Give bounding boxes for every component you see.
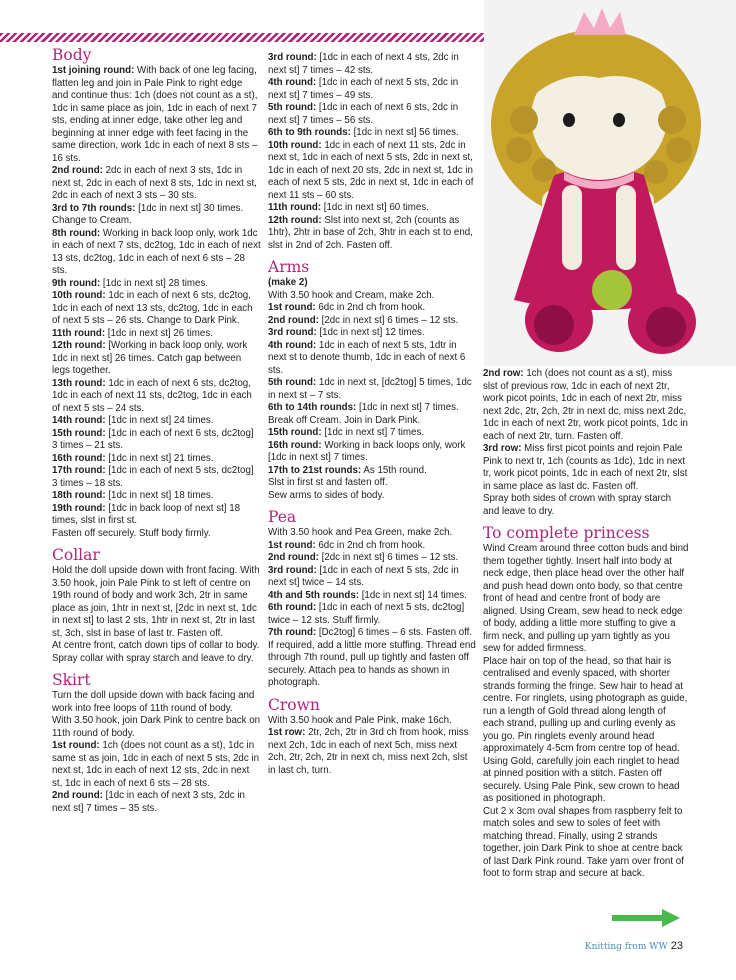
arms-paragraph: [268, 327, 476, 340]
skirt-heading: Skirt: [52, 671, 91, 689]
instruction-text: Wind Cream around three cotton buds and bind them together tightly. Insert half into body at neck edge, then place head over the other half and push head down onto body, so that centre front of head and centre front of body are aligned. Using Cream, sew head to neck edge of body, adding a little more stuffing to give a firm neck, and pulling up yarn tightly as you sew for added firmness.: [483, 543, 689, 654]
body-heading: Body: [52, 46, 92, 64]
round-label: 12th round:: [52, 340, 106, 351]
instruction-text: As 15th round.: [361, 464, 427, 476]
instruction-text: [2dc in next st] 6 times – 12 sts.: [318, 552, 459, 563]
instruction-text: [1dc in next st] 21 times.: [105, 452, 214, 464]
round-label: 6th to 9th rounds:: [268, 127, 351, 138]
instruction-text: [1dc in next st] 26 times.: [105, 327, 213, 339]
arms-paragraph: [268, 302, 476, 315]
round-label: 17th to 21st rounds:: [268, 464, 362, 476]
round-label: 10th round:: [268, 139, 322, 151]
instruction-text: [Dc2tog] 6 times – 6 sts. Fasten off.: [316, 627, 473, 638]
instruction-text: [1dc in next st] 24 times.: [105, 415, 214, 426]
instruction-text: Cut 2 x 3cm oval shapes from raspberry felt to match soles and sew to soles of feet with matching thread. Finally, using 2 strands together, join Dark Pink to shoe at centre back of last Dark Pink round. Take yarn over front of foot to form strap and secure at back.: [483, 805, 684, 879]
body-paragraph: [52, 465, 261, 490]
skirt-paragraph: [268, 77, 476, 102]
round-label: 18th round:: [52, 490, 106, 501]
instruction-text: 1ch (does not count as a st), miss slst of previous row, 1dc in each of next 2tr, work picot points, 1dc in each of next 2tr, miss next 2dc, 2tr, 2ch, 2tr in next dc, miss next 2dc, 1dc in each of next 2tr, work picot points, 1dc in each of next 2tr, turn. Fasten off.: [483, 368, 688, 442]
column-right: [483, 368, 689, 928]
round-label: 7th round:: [268, 627, 317, 638]
instruction-text: With 3.50 hook, join Dark Pink to centre back on 11th round of body.: [52, 715, 261, 739]
round-label: 5th round:: [268, 102, 317, 113]
arms-paragraph: [268, 490, 476, 503]
instruction-text: [Working in back loop only, work 1dc in next st] 26 times. Catch gap between legs together.: [52, 340, 248, 376]
skirt-paragraph: [52, 690, 261, 715]
skirt-paragraph: [268, 102, 476, 127]
round-label: 2nd row:: [483, 368, 524, 379]
round-label: 3rd round:: [268, 327, 317, 338]
instruction-text: [1dc in each of next 5 sts, 2dc in next st] twice – 14 sts.: [268, 564, 459, 588]
crown-paragraph: [483, 368, 689, 443]
column-middle: [268, 52, 476, 932]
instruction-text: [1dc in next st] 12 times.: [316, 327, 425, 338]
instruction-text: [1dc in next st] 60 times.: [321, 202, 429, 213]
body-paragraph: [52, 290, 261, 328]
crown-paragraph: [483, 443, 689, 493]
arrow-right-icon: [612, 908, 680, 928]
pea-paragraph: [268, 590, 476, 603]
arms-paragraph: [268, 315, 476, 328]
crown-heading: Crown: [268, 695, 320, 714]
instruction-text: At centre front, catch down tips of collar to body. Spray collar with spray starch and leave to dry.: [52, 640, 260, 664]
instruction-text: 1dc in each of next 11 sts, 2dc in next st, 1dc in each of next 5 sts, 2dc in next st, 1dc in each of next 20 sts, 2dc in next st, 1dc in each of next 5 sts, 2dc in next st, 1dc in each of next 11 sts – 60 sts.: [268, 139, 474, 201]
instruction-text: Spray both sides of crown with spray starch and leave to dry.: [483, 493, 672, 517]
instruction-text: [1dc in each of next 4 sts, 2dc in next st] 7 times – 42 sts.: [268, 52, 459, 76]
round-label: 3rd round:: [268, 52, 317, 63]
instruction-text: [1dc in each of next 6 sts, dc2tog] 3 times – 21 sts.: [52, 427, 254, 451]
pea-paragraph: [268, 527, 476, 540]
instruction-text: 1dc in each of next 5 sts, 1dtr in next st to denote thumb, 1dc in each of next 6 sts.: [268, 339, 466, 376]
body-paragraph: [52, 203, 261, 228]
skirt-paragraph: [268, 127, 476, 140]
instruction-text: With back of one leg facing, flatten leg and join in Pale Pink to right edge and continue thus: 1ch (does not count as a st), 1dc in same place as join, 1dc in each of next 7 sts, ending at inner edge, take other leg and beginning at inner edge with feet facing in the same direction, work 1dc in each of next 8 sts – 16 sts.: [52, 65, 258, 164]
instruction-text: With 3.50 hook and Pale Pink, make 16ch.: [268, 714, 452, 726]
round-label: 16th round:: [52, 452, 106, 464]
pea-heading: Pea: [268, 508, 297, 526]
skirt-paragraph: [268, 202, 476, 215]
instruction-text: 6dc in 2nd ch from hook.: [315, 539, 426, 551]
body-paragraph: [52, 340, 261, 378]
arms-paragraph: [268, 377, 476, 402]
round-label: 11th round:: [52, 327, 106, 339]
crown-paragraph: [268, 715, 476, 728]
round-label: 2nd round:: [268, 552, 319, 563]
round-label: 4th round:: [268, 339, 317, 351]
instruction-text: 1dc in each of next 6 sts, dc2tog, 1dc in each of next 11 sts, dc2tog, 1dc in each of next 5 sts – 24 sts.: [52, 377, 252, 414]
pea-paragraph: [268, 640, 476, 690]
round-label: 5th round:: [268, 377, 317, 388]
round-label: 3rd round:: [268, 564, 317, 576]
round-label: 12th round:: [268, 214, 322, 226]
collar-paragraph: [52, 565, 261, 640]
instruction-text: With 3.50 hook and Cream, make 2ch.: [268, 289, 435, 301]
pea-paragraph: [268, 627, 476, 640]
arms-paragraph: [268, 290, 476, 303]
body-paragraph: [52, 415, 261, 428]
instruction-text: [1dc in each of next 5 sts, dc2tog] twice – 12 sts. Stuff firmly.: [268, 602, 465, 626]
instruction-text: Working in back loops only, work [1dc in next st] 7 times.: [268, 439, 466, 463]
round-label: 4th round:: [268, 77, 317, 88]
round-label: 3rd row:: [483, 443, 522, 454]
round-label: 4th and 5th rounds:: [268, 589, 359, 601]
instruction-text: Fasten off securely. Stuff body firmly.: [52, 527, 211, 539]
instruction-text: [1dc in next st] 7 times.: [321, 427, 425, 438]
instruction-text: [2dc in next st] 6 times – 12 sts.: [318, 314, 459, 326]
pea-paragraph: [268, 552, 476, 565]
round-label: 10th round:: [52, 290, 106, 301]
instruction-text: [1dc in next st] 7 times. Break off Cream. Join in Dark Pink.: [268, 402, 459, 426]
instruction-text: 2dc in each of next 3 sts, 1dc in next st, 2dc in each of next 8 sts, 1dc in next st, 2dc in each of next 3 sts – 30 sts.: [52, 165, 257, 201]
instruction-text: 1ch (does not count as a st), 1dc in same st as join, 1dc in each of next 5 sts, 2dc in next st, 1dc in each of next 12 sts, 2dc in next st, 1dc in each of next 6 sts – 28 sts.: [52, 740, 260, 789]
round-label: 6th to 14th rounds:: [268, 402, 357, 413]
instruction-text: 6dc in 2nd ch from hook.: [315, 302, 426, 313]
skirt-paragraph: [52, 790, 261, 815]
round-label: 9th round:: [52, 277, 101, 289]
round-label: 1st round:: [268, 539, 316, 551]
body-paragraph: [52, 228, 261, 278]
round-label: 15th round:: [268, 427, 322, 438]
instruction-text: [1dc in each of next 5 sts, dc2tog] 3 times – 18 sts.: [52, 465, 254, 489]
instruction-text: [1dc in each of next 3 sts, 2dc in next st] 7 times – 35 sts.: [52, 790, 245, 814]
instruction-text: Turn the doll upside down with back facing and work into free loops of 11th round of body.: [52, 690, 255, 714]
instruction-text: [1dc in next st] 30 times. Change to Cream.: [52, 202, 244, 226]
arms-paragraph: [268, 277, 476, 290]
collar-heading: Collar: [52, 546, 100, 564]
round-label: (make 2): [268, 277, 308, 288]
body-paragraph: [52, 503, 261, 528]
skirt-paragraph: [268, 140, 476, 203]
arms-paragraph: [268, 465, 476, 478]
round-label: 2nd round:: [268, 314, 319, 326]
instruction-text: Sew arms to sides of body.: [268, 489, 385, 501]
round-label: 17th round:: [52, 465, 106, 476]
body-paragraph: [52, 165, 261, 203]
instruction-text: [1dc in next st] 18 times.: [105, 490, 214, 501]
instruction-text: [1dc in each of next 5 sts, 2dc in next st] 7 times – 49 sts.: [268, 77, 459, 101]
instruction-text: Hold the doll upside down with front facing. With 3.50 hook, join Pale Pink to st left of centre on 19th round of body and work 3ch, 2tr in same place as join, 1htr in next st, [2dc in next st, 1dc in next st] to last 2 sts, 1htr in next st, 2tr in last st, 3ch, slst in base of last tr. Fasten off.: [52, 565, 260, 639]
skirt-paragraph: [268, 215, 476, 253]
body-paragraph: [52, 278, 261, 291]
instruction-text: Miss first picot points and rejoin Pale Pink to next tr, 1ch (counts as 1dc), 1dc in next tr, work picot points, 1dc in each of next 2tr, slst in same place as last dc. Fasten off.: [483, 443, 688, 492]
skirt-paragraph: [52, 715, 261, 740]
arms-paragraph: [268, 427, 476, 440]
pea-paragraph: [268, 540, 476, 553]
round-label: 2nd round:: [52, 165, 103, 176]
body-paragraph: [52, 528, 261, 541]
instruction-text: Slst into next st, 2ch (counts as 1htr), 2htr in base of 2ch, 3htr in each st to end, slst in 2nd of 2ch. Fasten off.: [268, 214, 473, 251]
pea-paragraph: [268, 565, 476, 590]
instruction-text: With 3.50 hook and Pea Green, make 2ch.: [268, 527, 453, 538]
princess-paragraph: [483, 806, 689, 881]
crown-paragraph: [483, 493, 689, 518]
round-label: 19th round:: [52, 502, 106, 514]
column-left: [52, 46, 261, 926]
instruction-text: [1dc in back loop of next st] 18 times, slst in first st.: [52, 502, 241, 526]
crown-paragraph: [268, 727, 476, 777]
doll-photo: [484, 0, 736, 366]
body-paragraph: [52, 328, 261, 341]
page-number: 23: [670, 940, 683, 952]
body-paragraph: [52, 428, 261, 453]
magazine-name: Knitting from WW: [584, 942, 668, 952]
round-label: 1st row:: [268, 727, 306, 738]
instruction-text: [1dc in next st] 14 times.: [359, 589, 467, 601]
round-label: 13th round:: [52, 377, 106, 389]
round-label: 1st round:: [52, 740, 100, 751]
princess-heading: To complete princess: [483, 524, 650, 542]
instruction-text: 1dc in next st, [dc2tog] 5 times, 1dc in next st – 7 sts.: [268, 377, 472, 401]
round-label: 15th round:: [52, 427, 106, 439]
pea-paragraph: [268, 602, 476, 627]
skirt-paragraph: [52, 740, 261, 790]
instruction-text: 1dc in each of next 6 sts, dc2tog, 1dc in each of next 13 sts, dc2tog, 1dc in each of next 5 sts – 26 sts. Change to Dark Pink.: [52, 290, 253, 326]
instruction-text: [1dc in each of next 6 sts, 2dc in next st] 7 times – 56 sts.: [268, 102, 459, 126]
instruction-text: [1dc in next st] 28 times.: [100, 277, 209, 289]
round-label: 6th round:: [268, 602, 317, 613]
body-paragraph: [52, 378, 261, 416]
page-footer: [585, 940, 683, 952]
princess-paragraph: [483, 656, 689, 806]
round-label: 8th round:: [52, 227, 101, 239]
round-label: 14th round:: [52, 415, 106, 426]
arms-paragraph: [268, 440, 476, 465]
round-label: 11th round:: [268, 202, 322, 213]
arms-heading: Arms: [268, 258, 310, 276]
instruction-text: Slst in first st and fasten off.: [268, 477, 388, 488]
decorative-stripe: [0, 33, 484, 42]
instruction-text: 2tr, 2ch, 2tr in 3rd ch from hook, miss next 2ch, 1dc in each of next 5ch, miss next 2ch, 2tr, 2ch, 2tr in next ch, miss next 2ch, slst in last ch, turn.: [268, 727, 469, 776]
princess-paragraph: [483, 543, 689, 656]
collar-paragraph: [52, 640, 261, 665]
instruction-text: Place hair on top of the head, so that hair is centralised and evenly spaced, with shorter strands forming the fringe. Sew hair to head at centre. For ringlets, using photograph as guide, run a length of Gold thread along length of each strand, pulling up and curling evenly as you go. Pin ringlets evenly around head approximately 4-5cm from centre top of head. Using Gold, carefully join each ringlet to head at pinned position with a stitch. Fasten off securely. Using Pale Pink, sew crown to head as positioned in photograph.: [483, 655, 688, 804]
round-label: 3rd to 7th rounds:: [52, 202, 136, 214]
round-label: 2nd round:: [52, 790, 103, 801]
round-label: 1st round:: [268, 302, 316, 313]
arms-paragraph: [268, 340, 476, 378]
instruction-text: [1dc in next st] 56 times.: [350, 127, 459, 138]
body-paragraph: [52, 453, 261, 466]
instruction-text: Working in back loop only, work 1dc in each of next 7 sts, dc2tog, 1dc in each of next 13 sts, dc2tog, 1dc in each of next 6 sts – 28 sts.: [52, 227, 261, 276]
body-paragraph: [52, 65, 261, 165]
arms-paragraph: [268, 402, 476, 427]
round-label: 16th round:: [268, 439, 322, 451]
arms-paragraph: [268, 477, 476, 490]
body-paragraph: [52, 490, 261, 503]
round-label: 1st joining round:: [52, 65, 135, 76]
skirt-paragraph: [268, 52, 476, 77]
instruction-text: If required, add a little more stuffing. Thread end through 7th round, pull up tightly and fasten off securely. Attach pea to hands as shown in photograph.: [268, 639, 476, 688]
